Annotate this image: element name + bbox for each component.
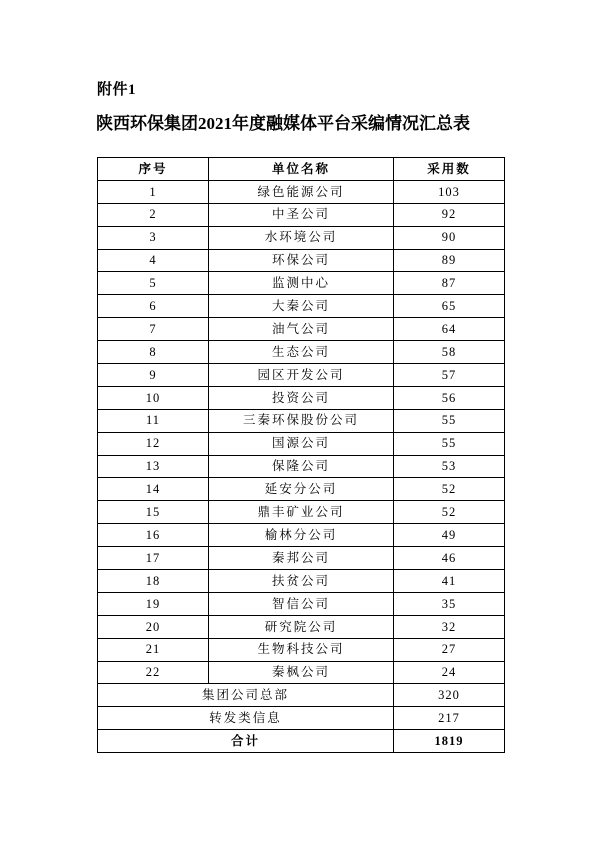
count-cell: 32 [394,615,505,638]
count-cell: 87 [394,272,505,295]
unit-name-cell: 秦邦公司 [209,547,394,570]
table-row [98,318,505,341]
count-cell: 58 [394,341,505,364]
count-cell: 55 [394,409,505,432]
serial-cell: 11 [98,409,209,432]
serial-cell: 8 [98,341,209,364]
count-cell: 56 [394,386,505,409]
unit-name-cell: 国源公司 [209,432,394,455]
summary-row [98,707,505,730]
summary-label-cell: 合计 [98,730,394,753]
serial-cell: 10 [98,386,209,409]
count-cell: 90 [394,226,505,249]
unit-name-cell: 智信公司 [209,592,394,615]
unit-name-cell: 绿色能源公司 [209,180,394,203]
table-row [98,409,505,432]
summary-label-cell: 转发类信息 [98,707,394,730]
count-cell: 65 [394,295,505,318]
count-cell: 27 [394,638,505,661]
serial-cell: 18 [98,570,209,593]
header-unit-name: 单位名称 [209,158,394,181]
table-row [98,455,505,478]
serial-cell: 9 [98,364,209,387]
count-cell: 35 [394,592,505,615]
table-row [98,592,505,615]
unit-name-cell: 扶贫公司 [209,570,394,593]
count-cell: 53 [394,455,505,478]
table-row [98,295,505,318]
header-serial: 序号 [98,158,209,181]
attachment-label: 附件1 [97,82,137,98]
unit-name-cell: 研究院公司 [209,615,394,638]
header-count: 采用数 [394,158,505,181]
serial-cell: 6 [98,295,209,318]
count-cell: 52 [394,501,505,524]
table-row [98,386,505,409]
table-row [98,341,505,364]
unit-name-cell: 榆林分公司 [209,524,394,547]
unit-name-cell: 保隆公司 [209,455,394,478]
summary-table [97,157,505,753]
serial-cell: 7 [98,318,209,341]
table-row [98,547,505,570]
unit-name-cell: 油气公司 [209,318,394,341]
serial-cell: 16 [98,524,209,547]
unit-name-cell: 监测中心 [209,272,394,295]
table-row [98,638,505,661]
page-title: 陕西环保集团2021年度融媒体平台采编情况汇总表 [96,114,470,133]
summary-label-cell: 集团公司总部 [98,684,394,707]
table-body [98,180,505,752]
unit-name-cell: 中圣公司 [209,203,394,226]
count-cell: 49 [394,524,505,547]
unit-name-cell: 投资公司 [209,386,394,409]
serial-cell: 1 [98,180,209,203]
unit-name-cell: 生物科技公司 [209,638,394,661]
count-cell: 57 [394,364,505,387]
table-row [98,570,505,593]
unit-name-cell: 大秦公司 [209,295,394,318]
count-cell: 55 [394,432,505,455]
count-cell: 64 [394,318,505,341]
count-cell: 92 [394,203,505,226]
serial-cell: 19 [98,592,209,615]
serial-cell: 15 [98,501,209,524]
unit-name-cell: 环保公司 [209,249,394,272]
serial-cell: 21 [98,638,209,661]
unit-name-cell: 生态公司 [209,341,394,364]
serial-cell: 17 [98,547,209,570]
table-row [98,524,505,547]
table-row [98,203,505,226]
summary-count-cell: 217 [394,707,505,730]
table-row [98,661,505,684]
unit-name-cell: 园区开发公司 [209,364,394,387]
serial-cell: 3 [98,226,209,249]
summary-count-cell: 1819 [394,730,505,753]
table-row [98,180,505,203]
count-cell: 24 [394,661,505,684]
table-row [98,272,505,295]
serial-cell: 5 [98,272,209,295]
count-cell: 52 [394,478,505,501]
serial-cell: 20 [98,615,209,638]
serial-cell: 2 [98,203,209,226]
table-row [98,501,505,524]
table-header-row [98,158,505,181]
serial-cell: 14 [98,478,209,501]
serial-cell: 13 [98,455,209,478]
table-row [98,249,505,272]
serial-cell: 22 [98,661,209,684]
table-row [98,226,505,249]
serial-cell: 4 [98,249,209,272]
unit-name-cell: 秦枫公司 [209,661,394,684]
unit-name-cell: 延安分公司 [209,478,394,501]
serial-cell: 12 [98,432,209,455]
summary-row [98,730,505,753]
count-cell: 41 [394,570,505,593]
summary-count-cell: 320 [394,684,505,707]
summary-row [98,684,505,707]
table-row [98,615,505,638]
unit-name-cell: 水环境公司 [209,226,394,249]
table-row [98,432,505,455]
unit-name-cell: 三秦环保股份公司 [209,409,394,432]
table-row [98,478,505,501]
count-cell: 46 [394,547,505,570]
count-cell: 103 [394,180,505,203]
table-row [98,364,505,387]
unit-name-cell: 鼎丰矿业公司 [209,501,394,524]
count-cell: 89 [394,249,505,272]
